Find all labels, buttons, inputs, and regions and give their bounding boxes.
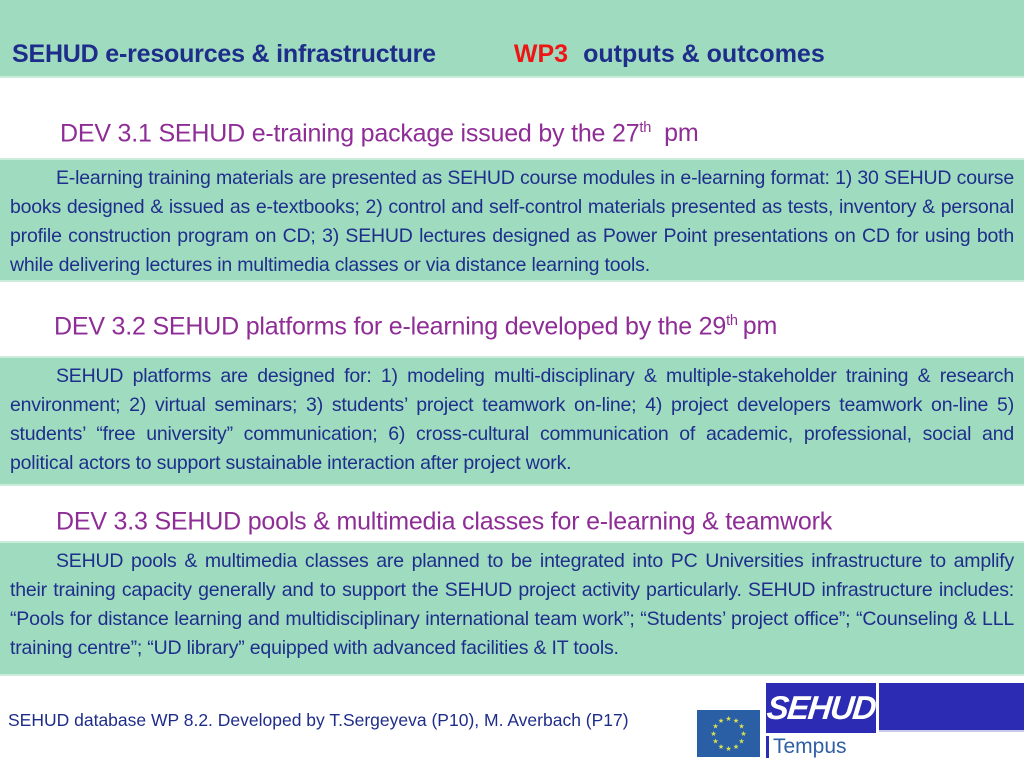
section-body-dev-3-1 xyxy=(0,158,1024,282)
section-body-dev-3-2 xyxy=(0,356,1024,486)
eu-flag-icon xyxy=(697,710,760,757)
svg-text:★: ★ xyxy=(732,717,740,725)
body-paragraph: SEHUD pools & multimedia classes are planned to be integrated into PC Universities infrastructure to amplify their training capacity generally and to support the SEHUD project activity particularly. SEHUD infrastructure includes: “Pools for distance learning and multidisciplinary international team work”; “Students’ project office”; “Counseling & LLL training centre”; “UD library” equipped with advanced facilities & IT tools. xyxy=(10,550,1014,659)
heading-tail: pm xyxy=(664,119,699,148)
svg-text:★: ★ xyxy=(738,737,745,746)
section-heading-dev-3-1 xyxy=(60,110,698,151)
svg-text:★: ★ xyxy=(725,745,732,753)
wp3-label: WP3 xyxy=(513,40,569,68)
logo-blue-bar xyxy=(879,683,1024,732)
svg-text:★: ★ xyxy=(732,743,740,751)
header-subtitle: outputs & outcomes xyxy=(583,40,825,68)
heading-text: DEV 3.2 SEHUD platforms for e-learning developed by the 29 xyxy=(54,312,727,341)
body-paragraph: SEHUD platforms are designed for: 1) modeling multi-disciplinary & multiple-stakeholder training & research environment; 2) virtual seminars; 3) students’ project teamwork on-line; 4) project developers teamwork on-line 5) students’ “free university” communication; 6) cross-cultural communication of academic, professional, social and political actors to support sustainable interaction after project work. xyxy=(10,365,1014,474)
heading-tail: pm xyxy=(742,312,778,341)
svg-text:★: ★ xyxy=(738,722,745,731)
heading-superscript: th xyxy=(726,313,738,329)
sehud-logo-text: SEHUD xyxy=(765,689,878,726)
heading-text: DEV 3.1 SEHUD e-training package issued by the 27 xyxy=(60,119,640,148)
svg-text:★: ★ xyxy=(725,715,732,723)
footer-credit: SEHUD database WP 8.2. Developed by T.Sergeyeva (P10), M. Averbach (P17) xyxy=(8,710,629,730)
section-heading-dev-3-2 xyxy=(54,303,777,344)
svg-text:★: ★ xyxy=(717,717,725,725)
slide-title: SEHUD e-resources & infrastructure xyxy=(12,40,436,68)
svg-text:★: ★ xyxy=(740,730,747,738)
sehud-logo-box xyxy=(766,683,876,733)
svg-text:★: ★ xyxy=(712,722,719,731)
svg-text:★: ★ xyxy=(717,743,725,751)
heading-superscript: th xyxy=(639,120,652,136)
sehud-logo xyxy=(766,683,880,758)
header-bar xyxy=(0,0,1024,78)
svg-text:★: ★ xyxy=(712,737,719,746)
body-paragraph: E-learning training materials are presented as SEHUD course modules in e-learning format: 1) 30 SEHUD course books designed & issued as e-textbooks; 2) control and self-control materials presented as tests, inventory & personal profile construction program on CD; 3) SEHUD lectures designed as Power Point presentations on CD for using both while delivering lectures in multimedia classes or via distance learning tools. xyxy=(10,167,1014,276)
heading-text: DEV 3.3 SEHUD pools & multimedia classes for e-learning & teamwork xyxy=(56,507,832,536)
section-heading-dev-3-3 xyxy=(56,498,832,539)
svg-text:★: ★ xyxy=(710,730,717,738)
section-body-dev-3-3 xyxy=(0,541,1024,676)
tempus-label: Tempus xyxy=(766,736,880,758)
